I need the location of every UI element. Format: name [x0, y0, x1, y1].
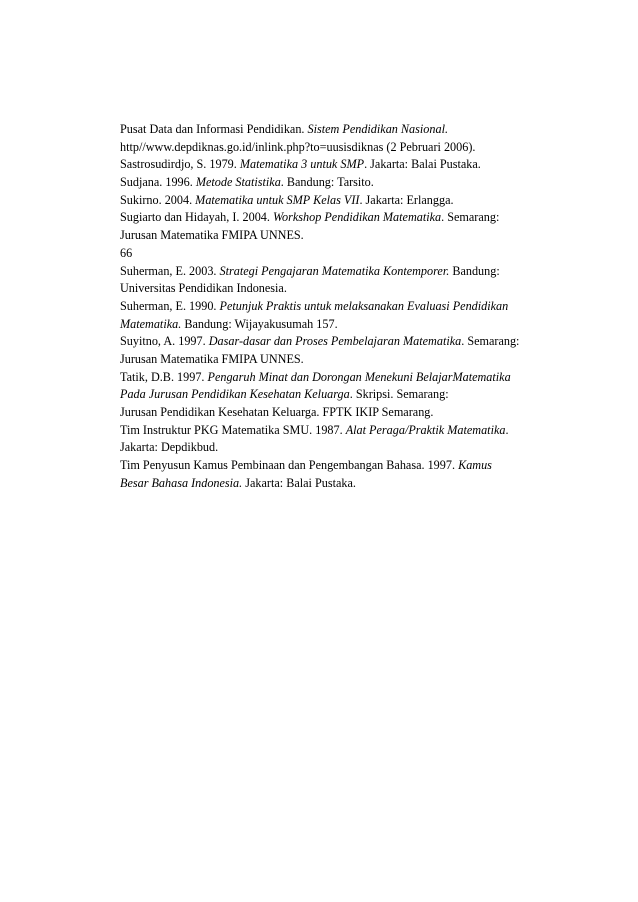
reference-line	[120, 422, 560, 440]
reference-line	[120, 156, 560, 174]
reference-text: Sastrosudirdjo, S. 1979.	[120, 157, 240, 172]
reference-line	[120, 404, 560, 422]
reference-text: Suherman, E. 2003.	[120, 263, 220, 278]
reference-text: Jurusan Matematika FMIPA UNNES.	[120, 228, 304, 243]
reference-text: Suyitno, A. 1997.	[120, 334, 209, 349]
reference-text: Sugiarto dan Hidayah, I. 2004.	[120, 210, 273, 225]
reference-text: Jurusan Pendidikan Kesehatan Keluarga. FPTK IKIP Semarang.	[120, 405, 434, 419]
reference-title-text: Pada Jurusan Pendidikan Kesehatan Keluarga	[120, 387, 350, 402]
reference-text: Jakarta: Depdikbud.	[120, 440, 219, 455]
reference-line	[120, 245, 560, 263]
reference-text: . Skripsi. Semarang:	[349, 387, 449, 402]
reference-title-text: Kamus	[458, 458, 492, 473]
reference-line	[120, 263, 560, 281]
reference-text: . Jakarta: Balai Pustaka.	[364, 157, 481, 172]
reference-title-text: Metode Statistika	[195, 175, 281, 190]
reference-line	[120, 351, 560, 369]
reference-line	[120, 333, 560, 351]
reference-title-text: Matematika untuk SMP Kelas VII	[195, 192, 360, 207]
reference-text: Bandung: Wijayakusumah 157.	[181, 316, 338, 331]
reference-text: . Semarang:	[461, 334, 520, 349]
reference-text: Tim Penyusun Kamus Pembinaan dan Pengembangan Bahasa. 1997.	[120, 458, 459, 473]
reference-text: Suherman, E. 1990.	[120, 298, 220, 313]
reference-line	[120, 475, 560, 493]
reference-title-text: Workshop Pendidikan Matematika	[273, 210, 442, 225]
reference-title-text: Pengaruh Minat dan Dorongan Menekuni BelajarMatematika	[207, 369, 511, 384]
reference-text: Jakarta: Balai Pustaka.	[242, 475, 356, 490]
reference-line	[120, 298, 560, 316]
reference-title-text: Strategi Pengajaran Matematika Kontemporer.	[219, 263, 450, 278]
reference-text: . Semarang:	[441, 210, 500, 225]
reference-line	[120, 280, 560, 298]
reference-title-text: Besar Bahasa Indonesia.	[120, 475, 243, 490]
reference-line	[120, 439, 560, 457]
reference-text: 66	[120, 245, 133, 260]
reference-text: Bandung:	[449, 263, 500, 278]
reference-text: Tim Instruktur PKG Matematika SMU. 1987.	[120, 422, 346, 437]
reference-title-text: Matematika 3 untuk SMP	[239, 157, 365, 172]
reference-title-text: Dasar-dasar dan Proses Pembelajaran Matematika	[208, 334, 462, 349]
reference-title-text: Matematika.	[120, 316, 182, 331]
reference-title-text: Sistem Pendidikan Nasional.	[307, 122, 448, 136]
reference-line	[120, 192, 560, 210]
reference-title-text: Alat Peraga/Praktik Matematika	[345, 422, 506, 437]
reference-line	[120, 316, 560, 334]
reference-line	[120, 209, 560, 227]
reference-text: Pusat Data dan Informasi Pendidikan.	[120, 122, 308, 136]
reference-line	[120, 227, 560, 245]
reference-line	[120, 457, 560, 475]
reference-line	[120, 174, 560, 192]
reference-text: Universitas Pendidikan Indonesia.	[120, 281, 287, 296]
reference-line	[120, 386, 560, 404]
reference-text: . Bandung: Tarsito.	[280, 175, 374, 190]
reference-text: .	[505, 422, 509, 437]
reference-line	[120, 121, 560, 139]
reference-text: Sukirno. 2004.	[120, 192, 196, 207]
reference-line	[120, 139, 560, 157]
reference-text: http//www.depdiknas.go.id/inlink.php?to=uusisdiknas (2 Pebruari 2006).	[120, 139, 476, 154]
reference-text: Jurusan Matematika FMIPA UNNES.	[120, 351, 304, 366]
reference-text: Tatik, D.B. 1997.	[120, 369, 208, 384]
reference-text: Sudjana. 1996.	[120, 175, 196, 190]
reference-title-text: Petunjuk Praktis untuk melaksanakan Evaluasi Pendidikan	[219, 298, 509, 313]
reference-line	[120, 369, 560, 387]
reference-text: . Jakarta: Erlangga.	[359, 192, 454, 207]
reference-list	[120, 121, 560, 492]
